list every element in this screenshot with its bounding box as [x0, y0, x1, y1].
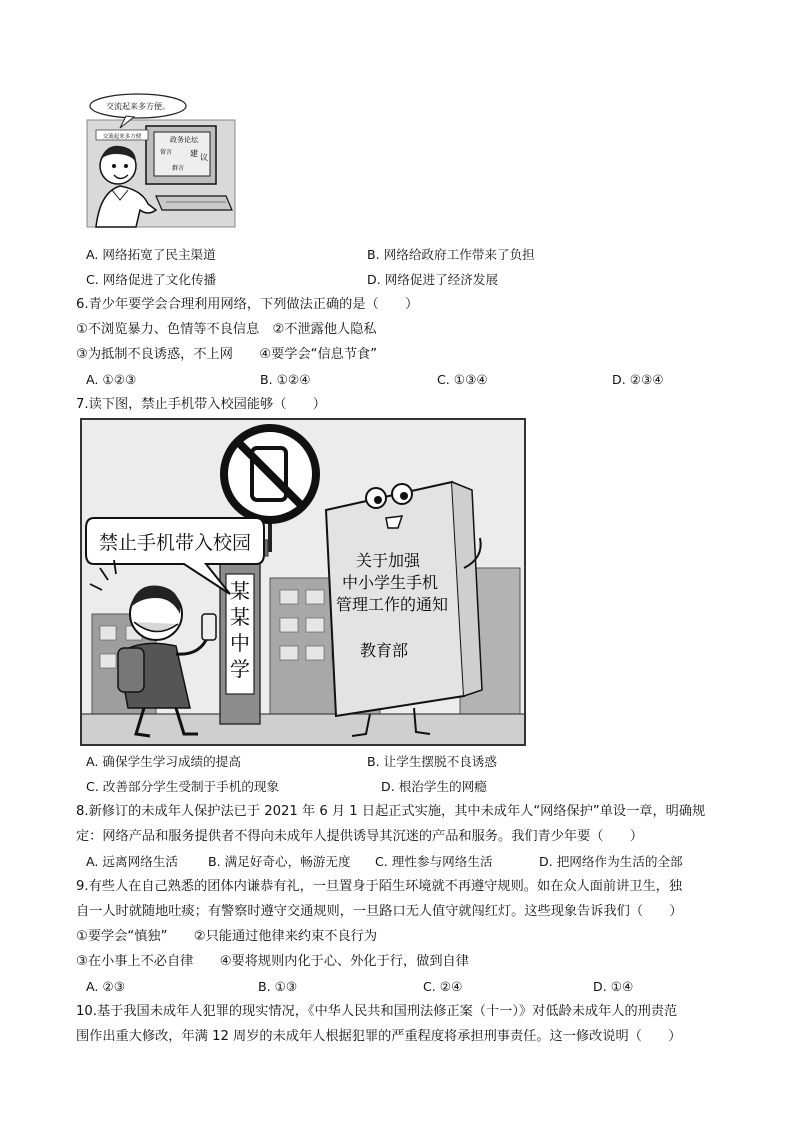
q7-option-b: B. 让学生摆脱不良诱惑 — [367, 754, 497, 769]
q6-item-2: ③为抵制不良诱惑，不上网 ④要学会“信息节食” — [76, 347, 378, 362]
cartoon-man-at-computer — [86, 92, 236, 228]
q7-option-c: C. 改善部分学生受制于手机的现象 — [86, 779, 280, 794]
gate-char-4: 学 — [230, 657, 250, 681]
q8-line-2: 定：网络产品和服务提供者不得向未成年人提供诱导其沉迷的产品和服务。我们青少年要（ ） — [76, 829, 644, 844]
screen-word-3: 议 — [200, 153, 208, 162]
q10-line-2: 围作出重大修改，年满 12 周岁的未成年人根据犯罪的严重程度将承担刑事责任。这一修改说明（ ） — [76, 1029, 682, 1044]
notice-line-2: 中小学生手机 — [341, 573, 439, 592]
q8-line-1: 8.新修订的未成年人保护法已于 2021 年 6 月 1 日起正式实施，其中未成年人“网络保护”单设一章，明确规 — [76, 804, 706, 819]
sign-speech-text: 禁止手机带入校园 — [98, 532, 252, 554]
q6-option-d: D. ②③④ — [612, 372, 664, 387]
screen-title: 政务论坛 — [170, 136, 198, 144]
notice-line-1: 关于加强 — [355, 551, 421, 570]
q6-option-a: A. ①②③ — [86, 372, 137, 387]
q9-item-1: ①要学会“慎独” ②只能通过他律来约束不良行为 — [76, 929, 378, 944]
notice-dept: 教育部 — [359, 641, 409, 660]
q7-option-a: A. 确保学生学习成绩的提高 — [86, 754, 241, 769]
q6-option-c: C. ①③④ — [437, 372, 488, 387]
q6-option-b: B. ①②④ — [260, 372, 311, 387]
q7-option-d: D. 根治学生的网瘾 — [381, 779, 487, 794]
q9-option-b: B. ①③ — [258, 979, 298, 994]
gate-char-1: 某 — [230, 579, 250, 603]
q9-option-d: D. ①④ — [593, 979, 634, 994]
q5-option-a: A. 网络拓宽了民主渠道 — [86, 247, 216, 262]
q8-option-b: B. 满足好奇心，畅游无度 — [208, 854, 351, 869]
q5-option-d: D. 网络促进了经济发展 — [367, 272, 499, 287]
screen-word-2: 建 — [190, 149, 198, 158]
q9-line-2: 自一人时就随地吐痰；有警察时遵守交通规则，一旦路口无人值守就闯红灯。这些现象告诉我们（ ） — [76, 904, 683, 919]
q6-stem: 6.青少年要学会合理利用网络，下列做法正确的是（ ） — [76, 297, 419, 312]
q9-option-c: C. ②④ — [423, 979, 463, 994]
screen-word-4: 群言 — [172, 165, 185, 172]
q5-option-c: C. 网络促进了文化传播 — [86, 272, 217, 287]
q10-line-1: 10.基于我国未成年人犯罪的现实情况，《中华人民共和国刑法修正案（十一）》对低龄未成年人的刑责范 — [76, 1004, 678, 1019]
q8-option-d: D. 把网络作为生活的全部 — [539, 854, 683, 869]
gate-char-2: 某 — [230, 605, 250, 629]
screen-note: 交流起来多方便 — [102, 134, 142, 140]
q9-line-1: 9.有些人在自己熟悉的团体内谦恭有礼，一旦置身于陌生环境就不再遵守规则。如在众人面前讲卫生，独 — [76, 879, 683, 894]
bubble-text: 交流起来多方便。 — [106, 102, 170, 111]
q5-option-b: B. 网络给政府工作带来了负担 — [367, 247, 535, 262]
q7-stem: 7.读下图，禁止手机带入校园能够（ ） — [76, 397, 326, 412]
q9-item-2: ③在小事上不必自律 ④要将规则内化于心、外化于行，做到自律 — [76, 954, 469, 969]
q6-item-1: ①不浏览暴力、色情等不良信息 ②不泄露他人隐私 — [76, 322, 377, 337]
q9-option-a: A. ②③ — [86, 979, 125, 994]
screen-word-1: 留言 — [160, 149, 173, 156]
q8-option-a: A. 远离网络生活 — [86, 854, 178, 869]
gate-char-3: 中 — [230, 631, 250, 655]
q8-option-c: C. 理性参与网络生活 — [375, 854, 493, 869]
cartoon-phone-ban — [80, 418, 526, 746]
notice-line-3: 管理工作的通知 — [335, 595, 449, 614]
